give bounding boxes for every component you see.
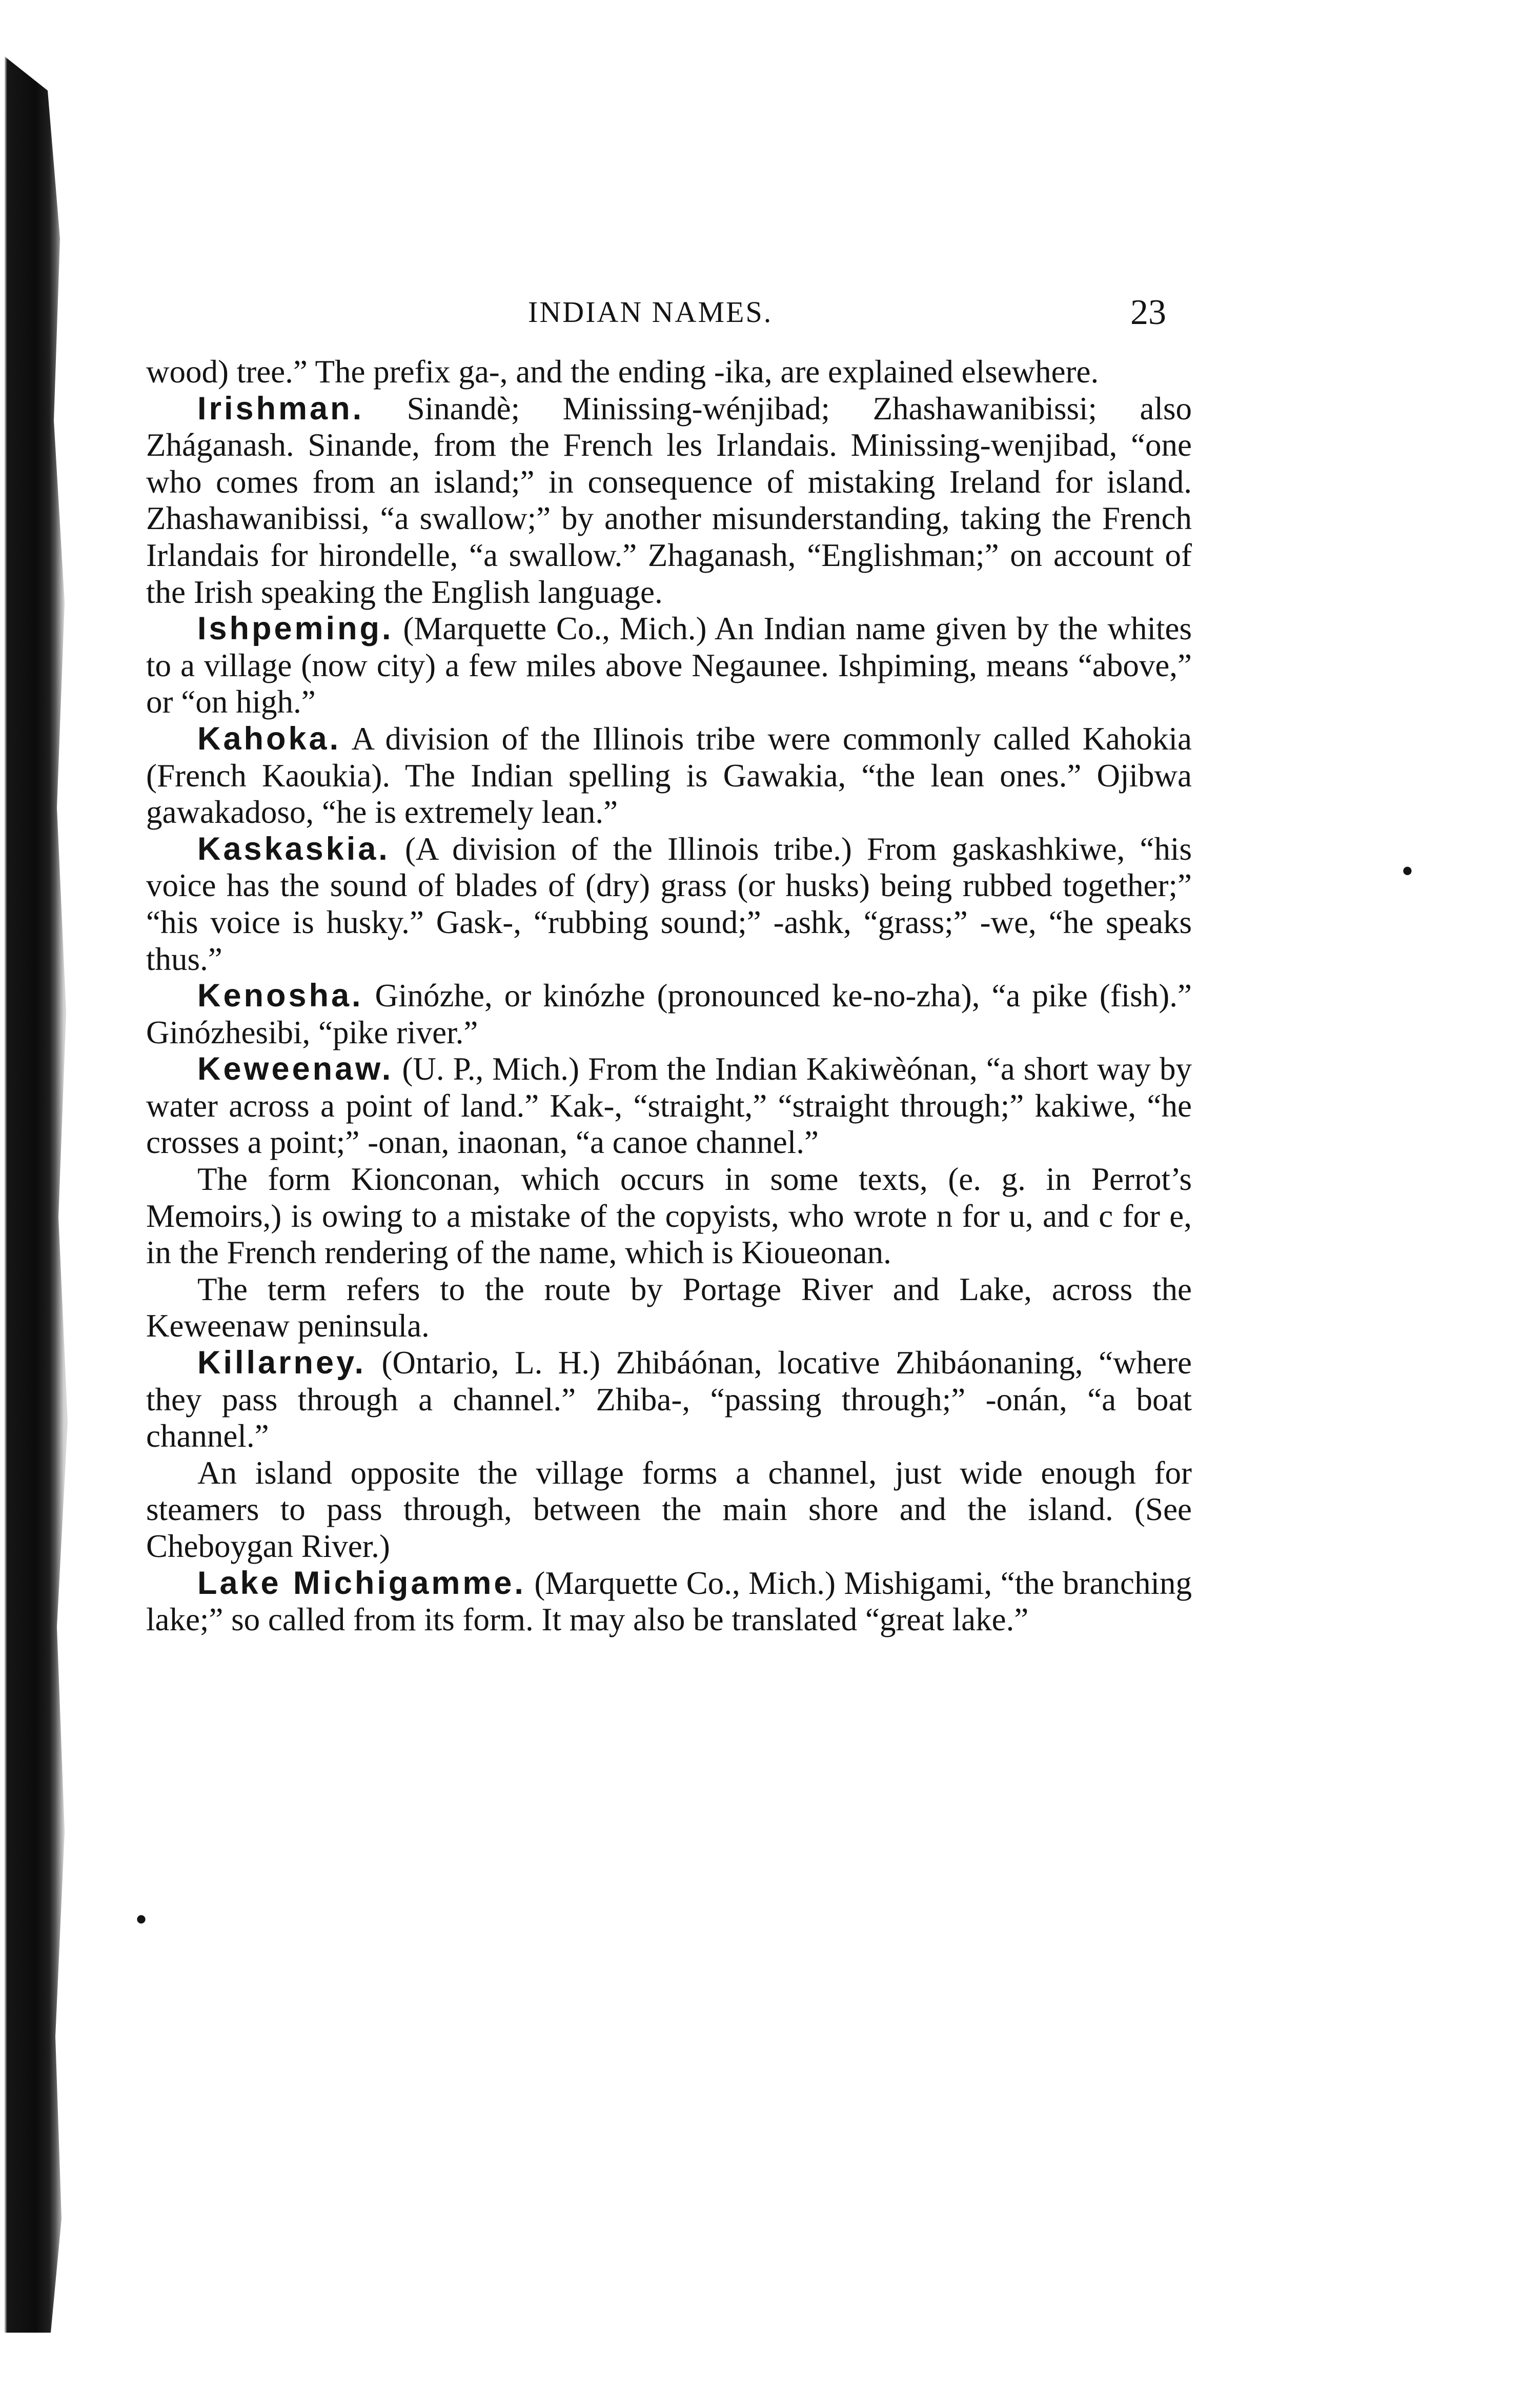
- entry-text: A division of the Illinois tribe were commonly called Kahokia (French Kaoukia). The Indian spelling is Gawakia, “the lean ones.” Ojibwa gawakadoso, “he is extremely lean.”: [146, 720, 1192, 831]
- entry-kahoka: [146, 721, 1192, 831]
- page-body: [146, 354, 1192, 1638]
- entry-term: Keweenaw.: [197, 1051, 394, 1087]
- entry-term: Kahoka.: [197, 720, 341, 757]
- entry-term: Kenosha.: [197, 978, 363, 1014]
- entry-term: Killarney.: [197, 1345, 366, 1381]
- entry-lake-michigamme: [146, 1565, 1192, 1638]
- entry-term: Lake Michigamme.: [197, 1565, 526, 1601]
- page-binding-edge: [0, 56, 77, 2333]
- page-number: 23: [1130, 293, 1166, 332]
- entry-text: Ginózhe, or kinózhe (pronounced ke-no-zha), “a pike (fish).” Ginózhesibi, “pike river.”: [146, 978, 1192, 1050]
- print-speck: •: [1402, 854, 1413, 888]
- entry-text: (U. P., Mich.) From the Indian Kakiwèónan, “a short way by water across a point of land.” Kak-, “straight,” “straight through;” kakiwe, “he crosses a point;” -onan, inaonan, “a canoe channel.”: [146, 1051, 1192, 1161]
- entry-continuation: The term refers to the route by Portage River and Lake, across the Keweenaw peninsula.: [146, 1271, 1192, 1344]
- entry-kenosha: [146, 978, 1192, 1051]
- entry-keweenaw: [146, 1051, 1192, 1345]
- entry-continuation: An island opposite the village forms a channel, just wide enough for steamers to pass through, between the main shore and the island. (See Cheboygan River.): [146, 1454, 1192, 1564]
- entry-text: (Marquette Co., Mich.) Mishigami, “the branching lake;” so called from its form. It may also be translated “great lake.”: [146, 1565, 1192, 1638]
- entry-irishman: [146, 391, 1192, 611]
- entry-term: Kaskaskia.: [197, 831, 390, 867]
- entry-ishpeming: [146, 611, 1192, 721]
- entry-term: Irishman.: [197, 390, 364, 427]
- print-speck: •: [136, 1903, 147, 1936]
- running-head: INDIAN NAMES.: [528, 295, 773, 329]
- entry-term: Ishpeming.: [197, 611, 394, 647]
- entry-continuation: The form Kionconan, which occurs in some texts, (e. g. in Perrot’s Memoirs,) is owing to a mistake of the copyists, who wrote n for u, and c for e, in the French rendering of the name, which is Kioueonan.: [146, 1161, 1192, 1271]
- entry-kaskaskia: [146, 831, 1192, 978]
- entry-text: (Ontario, L. H.) Zhibáónan, locative Zhibáonaning, “where they pass through a channel.” Zhiba-, “passing through;” -onán, “a boat channel.”: [146, 1345, 1192, 1454]
- entry-text: Sinandè; Minissing-wénjibad; Zhashawanibissi; also Zháganash. Sinande, from the French les Irlandais. Minissing-wenjibad, “one who comes from an island;” in consequence of mistaking Ireland for island. Zhashawanibissi, “a swallow;” by another misunderstanding, taking the French Irlandais for hirondelle, “a swallow.” Zhaganash, “Englishman;” on account of the Irish speaking the English language.: [146, 390, 1192, 610]
- intro-paragraph: wood) tree.” The prefix ga-, and the ending -ika, are explained elsewhere.: [146, 354, 1099, 390]
- entry-text: (Marquette Co., Mich.) An Indian name given by the whites to a village (now city) a few miles above Negaunee. Ishpiming, means “above,” or “on high.”: [146, 611, 1192, 720]
- entry-killarney: [146, 1345, 1192, 1565]
- entry-text: (A division of the Illinois tribe.) From gaskashkiwe, “his voice has the sound of blades of (dry) grass (or husks) being rubbed together;” “his voice is husky.” Gask-, “rubbing sound;” -ashk, “grass;” -we, “he speaks thus.”: [146, 831, 1192, 977]
